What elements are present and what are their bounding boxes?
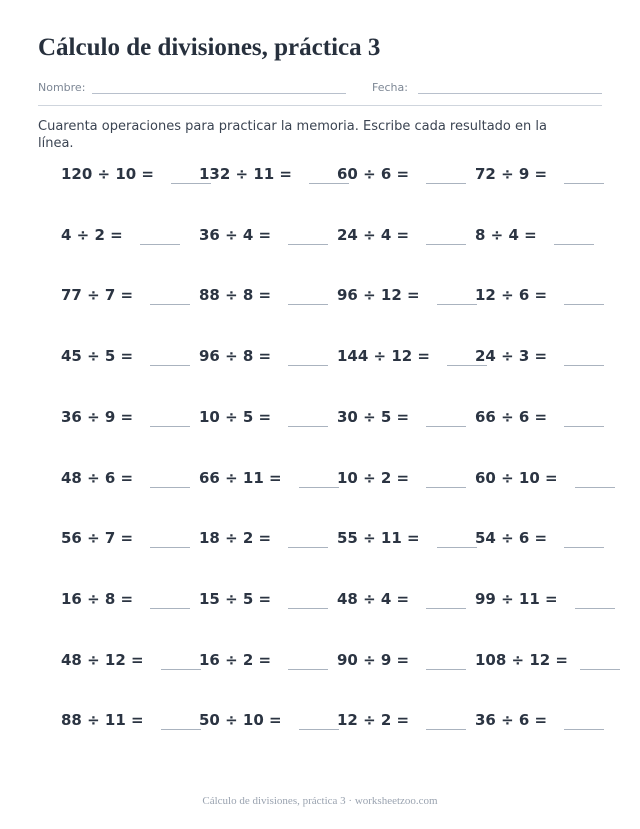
division-problem: 48 ÷ 6 =: [61, 468, 134, 487]
answer-line[interactable]: [564, 183, 604, 184]
date-label: Fecha:: [372, 81, 408, 94]
answer-line[interactable]: [150, 487, 190, 488]
division-problem: 18 ÷ 2 =: [199, 529, 272, 548]
division-problem: 36 ÷ 6 =: [475, 711, 548, 730]
division-problem: 66 ÷ 6 =: [475, 407, 548, 426]
answer-line[interactable]: [150, 608, 190, 609]
division-problem: 90 ÷ 9 =: [337, 650, 410, 669]
answer-line[interactable]: [437, 304, 477, 305]
division-problem: 88 ÷ 8 =: [199, 286, 272, 305]
division-problem: 72 ÷ 9 =: [475, 165, 548, 183]
answer-line[interactable]: [150, 304, 190, 305]
answer-line[interactable]: [150, 426, 190, 427]
division-problem: 30 ÷ 5 =: [337, 407, 410, 426]
answer-line[interactable]: [309, 183, 349, 184]
answer-line[interactable]: [288, 365, 328, 366]
division-problem: 60 ÷ 6 =: [337, 165, 410, 183]
division-problem: 96 ÷ 8 =: [199, 347, 272, 366]
answer-line[interactable]: [150, 365, 190, 366]
answer-line[interactable]: [564, 729, 604, 730]
answer-line[interactable]: [288, 669, 328, 670]
answer-line[interactable]: [564, 304, 604, 305]
answer-line[interactable]: [426, 729, 466, 730]
division-problem: 120 ÷ 10 =: [61, 165, 154, 183]
answer-line[interactable]: [580, 669, 620, 670]
name-label: Nombre:: [38, 81, 86, 94]
division-problem: 48 ÷ 4 =: [337, 589, 410, 608]
answer-line[interactable]: [564, 426, 604, 427]
division-problem: 4 ÷ 2 =: [61, 225, 123, 244]
answer-line[interactable]: [288, 547, 328, 548]
division-problem: 16 ÷ 2 =: [199, 650, 272, 669]
division-problem: 55 ÷ 11 =: [337, 529, 420, 548]
division-problem: 24 ÷ 3 =: [475, 347, 548, 366]
division-problem: 66 ÷ 11 =: [199, 468, 282, 487]
division-problem: 45 ÷ 5 =: [61, 347, 134, 366]
division-problem: 88 ÷ 11 =: [61, 711, 144, 730]
division-problem: 12 ÷ 2 =: [337, 711, 410, 730]
division-problem: 77 ÷ 7 =: [61, 286, 134, 305]
answer-line[interactable]: [447, 365, 487, 366]
division-problem: 108 ÷ 12 =: [475, 650, 568, 669]
answer-line[interactable]: [288, 426, 328, 427]
answer-line[interactable]: [426, 608, 466, 609]
answer-line[interactable]: [426, 669, 466, 670]
division-problem: 132 ÷ 11 =: [199, 165, 292, 183]
answer-line[interactable]: [161, 669, 201, 670]
answer-line[interactable]: [564, 365, 604, 366]
division-problem: 36 ÷ 4 =: [199, 225, 272, 244]
division-problem: 50 ÷ 10 =: [199, 711, 282, 730]
answer-line[interactable]: [299, 487, 339, 488]
answer-line[interactable]: [171, 183, 211, 184]
answer-line[interactable]: [554, 244, 594, 245]
division-problem: 99 ÷ 11 =: [475, 589, 558, 608]
answer-line[interactable]: [288, 304, 328, 305]
answer-line[interactable]: [564, 547, 604, 548]
division-problem: 36 ÷ 9 =: [61, 407, 134, 426]
answer-line[interactable]: [426, 244, 466, 245]
division-problem: 54 ÷ 6 =: [475, 529, 548, 548]
page-title: Cálculo de divisiones, práctica 3: [38, 34, 381, 61]
division-problem: 16 ÷ 8 =: [61, 589, 134, 608]
answer-line[interactable]: [426, 487, 466, 488]
division-problem: 24 ÷ 4 =: [337, 225, 410, 244]
footer: Cálculo de divisiones, práctica 3 · worksheetzoo.com: [202, 795, 438, 807]
division-problem: 12 ÷ 6 =: [475, 286, 548, 305]
answer-line[interactable]: [288, 244, 328, 245]
answer-line[interactable]: [437, 547, 477, 548]
answer-line[interactable]: [575, 608, 615, 609]
division-problem: 15 ÷ 5 =: [199, 589, 272, 608]
instructions: Cuarenta operaciones para practicar la memoria. Escribe cada resultado en la línea.: [38, 119, 547, 151]
division-problem: 10 ÷ 5 =: [199, 407, 272, 426]
division-problem: 10 ÷ 2 =: [337, 468, 410, 487]
division-problem: 144 ÷ 12 =: [337, 347, 430, 366]
answer-line[interactable]: [426, 426, 466, 427]
division-problem: 48 ÷ 12 =: [61, 650, 144, 669]
answer-line[interactable]: [288, 608, 328, 609]
division-problem: 60 ÷ 10 =: [475, 468, 558, 487]
answer-line[interactable]: [140, 244, 180, 245]
answer-line[interactable]: [150, 547, 190, 548]
answer-line[interactable]: [575, 487, 615, 488]
division-problem: 8 ÷ 4 =: [475, 225, 537, 244]
division-problem: 96 ÷ 12 =: [337, 286, 420, 305]
answer-line[interactable]: [426, 183, 466, 184]
division-problem: 56 ÷ 7 =: [61, 529, 134, 548]
answer-line[interactable]: [161, 729, 201, 730]
answer-line[interactable]: [299, 729, 339, 730]
